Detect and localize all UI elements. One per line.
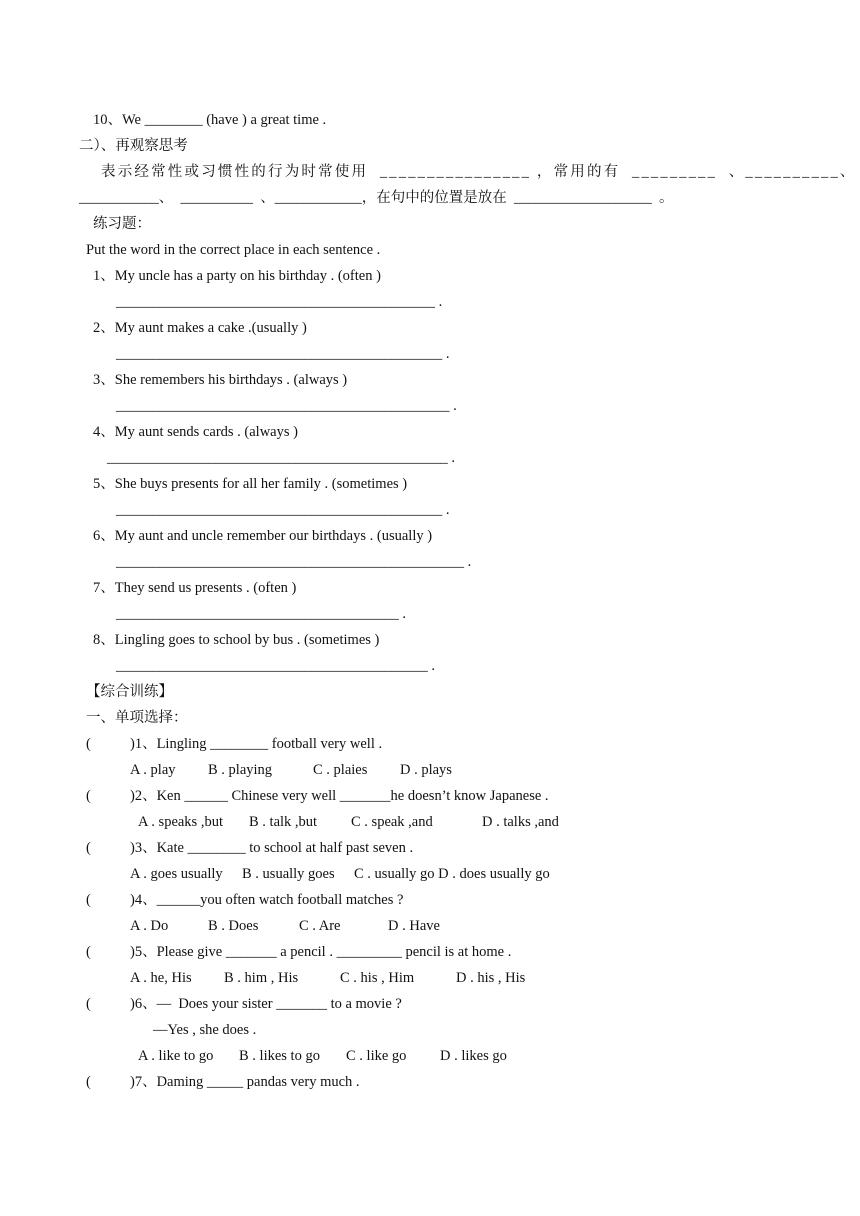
option-a: A . like to go: [138, 1048, 214, 1064]
option-a: A . play: [130, 762, 176, 778]
option-a: A . goes usually: [130, 866, 223, 882]
dialogue-reply: —Yes , she does .: [153, 1022, 257, 1038]
practice-question: 1、My uncle has a party on his birthday . (often ): [93, 268, 381, 284]
option-d: D . plays: [400, 762, 452, 778]
practice-answer-line: _____________________________________________ .: [116, 346, 450, 362]
practice-question: 6、My aunt and uncle remember our birthdays . (usually ): [93, 528, 433, 544]
practice-answer-line: ______________________________________________ .: [116, 398, 457, 414]
practice-question: 8、Lingling goes to school by bus . (sometimes ): [93, 632, 380, 648]
practice-question: 2、My aunt makes a cake .(usually ): [93, 320, 307, 336]
section-1-title: 一、单项选择：: [86, 710, 188, 726]
mcq-question: )2、Ken ______ Chinese very well _______he doesn’t know Japanese .: [130, 788, 549, 804]
practice-question: 3、She remembers his birthdays . (always ): [93, 372, 348, 388]
answer-paren: (: [86, 996, 91, 1012]
practice-answer-line: _______________________________________ .: [116, 606, 406, 622]
mcq-question: )1、Lingling ________ football very well .: [130, 736, 383, 752]
option-b: B . talk ,but: [249, 814, 318, 830]
option-b: B . playing: [208, 762, 273, 778]
option-d: D . talks ,and: [482, 814, 559, 830]
option-b: B . him , His: [224, 970, 299, 986]
mcq-question: )6、— Does your sister _______ to a movie ?: [130, 996, 402, 1012]
option-c: C . plaies: [313, 762, 368, 778]
mcq-question: )4、______you often watch football matches ?: [130, 892, 404, 908]
option-c: C . Are: [299, 918, 341, 934]
answer-paren: (: [86, 1074, 91, 1090]
option-a: A . he, His: [130, 970, 192, 986]
answer-paren: (: [86, 788, 91, 804]
answer-paren: (: [86, 840, 91, 856]
practice-answer-line: ___________________________________________ .: [116, 658, 435, 674]
option-a: A . Do: [130, 918, 169, 934]
option-c: C . usually go D . does usually go: [354, 866, 550, 882]
option-b: B . Does: [208, 918, 259, 934]
option-a: A . speaks ,but: [138, 814, 223, 830]
option-d: D . likes go: [440, 1048, 507, 1064]
comprehensive-title: 【综合训练】: [86, 684, 173, 700]
mcq-question: )7、Daming _____ pandas very much .: [130, 1074, 360, 1090]
option-c: C . his , Him: [340, 970, 415, 986]
practice-answer-line: _______________________________________________ .: [107, 450, 455, 466]
practice-question: 5、She buys presents for all her family . (sometimes ): [93, 476, 408, 492]
answer-paren: (: [86, 944, 91, 960]
practice-answer-line: _____________________________________________ .: [116, 502, 450, 518]
practice-question: 7、They send us presents . (often ): [93, 580, 297, 596]
practice-answer-line: ________________________________________________ .: [116, 554, 472, 570]
option-b: B . likes to go: [239, 1048, 320, 1064]
instruction: Put the word in the correct place in each sentence .: [86, 242, 381, 258]
answer-paren: (: [86, 892, 91, 908]
option-b: B . usually goes: [242, 866, 335, 882]
answer-paren: (: [86, 736, 91, 752]
option-c: C . like go: [346, 1048, 407, 1064]
mcq-question: )5、Please give _______ a pencil . _________ pencil is at home .: [130, 944, 512, 960]
observe-line-2: ___________、 __________ 、____________，在句中的位置是放在 ___________________ 。: [79, 190, 674, 206]
exercise-label: 练习题：: [93, 216, 151, 232]
observe-line-1: 表示经常性或习惯性的行为时常使用 ________________ ，常用的有 _________ 、__________、: [101, 164, 857, 180]
practice-question: 4、My aunt sends cards . (always ): [93, 424, 298, 440]
mcq-question: )3、Kate ________ to school at half past seven .: [130, 840, 414, 856]
practice-answer-line: ____________________________________________ .: [116, 294, 443, 310]
option-c: C . speak ,and: [351, 814, 433, 830]
section-2-title: 二）、再观察思考: [79, 138, 188, 154]
option-d: D . Have: [388, 918, 440, 934]
option-d: D . his , His: [456, 970, 526, 986]
question-10: 10、We ________ (have ) a great time .: [93, 112, 327, 128]
